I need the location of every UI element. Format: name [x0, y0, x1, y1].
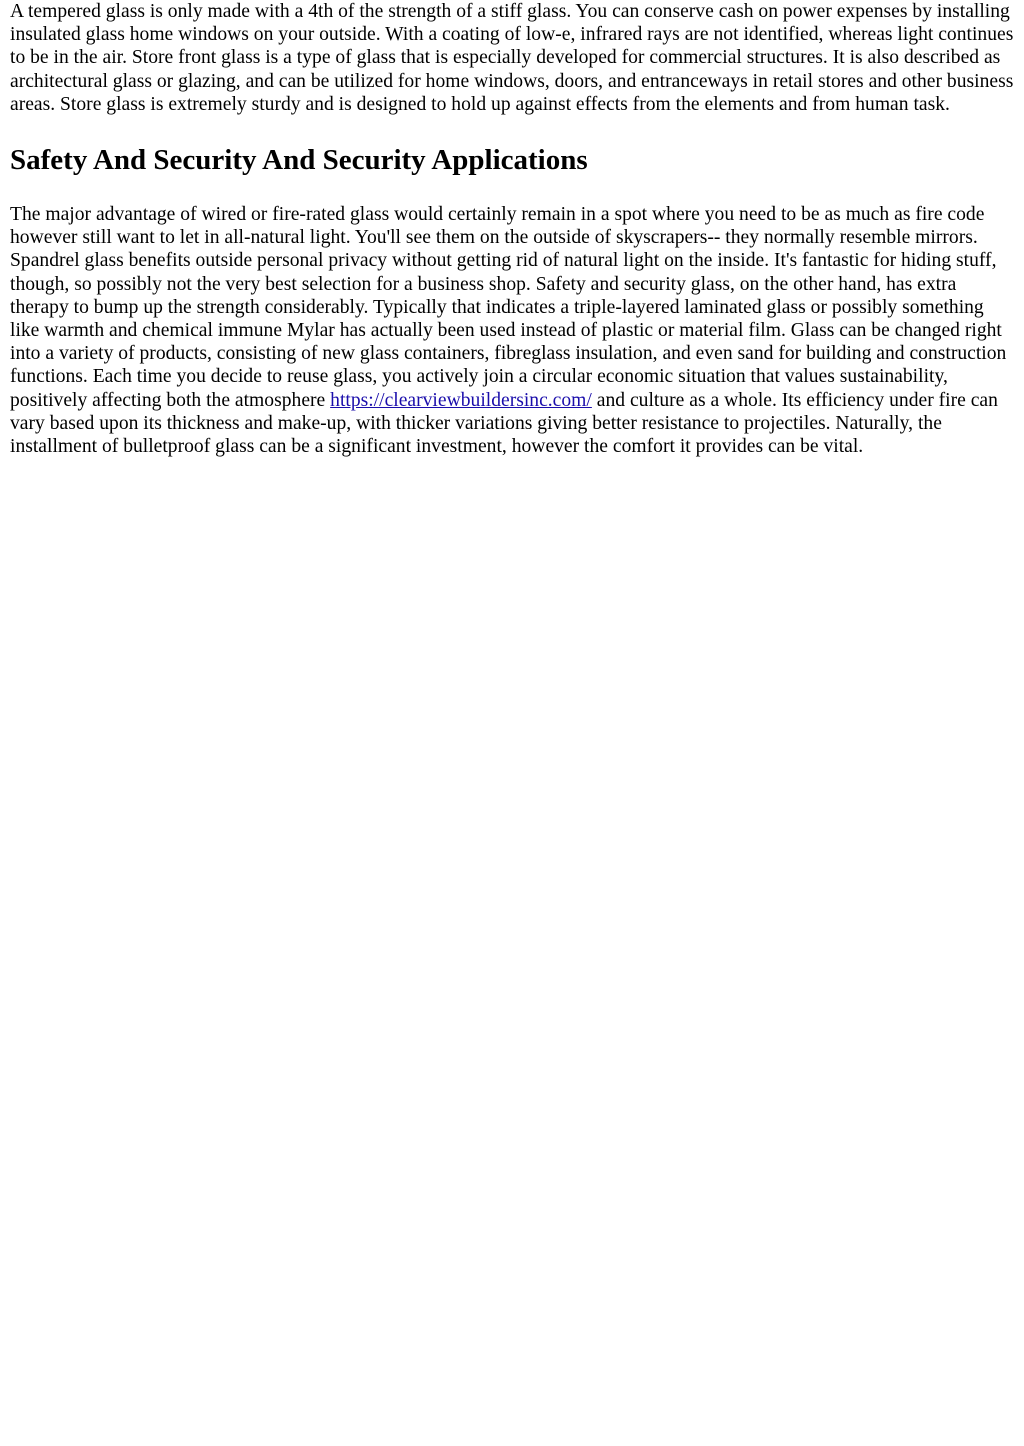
section-heading: Safety And Security And Security Applications [10, 144, 588, 177]
article-page [0, 0, 1024, 458]
clearview-builders-link[interactable]: https://clearviewbuildersinc.com/ [330, 389, 592, 411]
body-paragraph [10, 203, 1014, 458]
intro-paragraph: A tempered glass is only made with a 4th of the strength of a stiff glass. You can conserve cash on power expenses by installing insulated glass home windows on your outside. With a coating of low-e, infrared rays are not identified, whereas light continues to be in the air. Store front glass is a type of glass that is especially developed for commercial structures. It is also described as architectural glass or glazing, and can be utilized for home windows, doors, and entranceways in retail stores and other business areas. Store glass is extremely sturdy and is designed to hold up against effects from the elements and from human task. [10, 1, 1014, 115]
body-paragraph-text-before-link: The major advantage of wired or fire-rated glass would certainly remain in a spot where you need to be as much as fire code however still want to let in all-natural light. You'll see them on the outside of skyscrapers-- they normally resemble mirrors. Spandrel glass benefits outside personal privacy without getting rid of natural light on the inside. It's fantastic for hiding stuff, though, so possibly not the very best selection for a business shop. Safety and security glass, on the other hand, has extra therapy to bump up the strength considerably. Typically that indicates a triple-layered laminated glass or possibly something like warmth and chemical immune Mylar has actually been used instead of plastic or material film. Glass can be changed right into a variety of products, consisting of new glass containers, fibreglass insulation, and even sand for building and construction functions. Each time you decide to reuse glass, you actively join a circular economic situation that values sustainability, positively affecting both the atmosphere [10, 204, 1007, 411]
body-paragraph-text-after-link: and culture as a whole. Its efficiency under fire can vary based upon its thickness and make-up, with thicker variations giving better resistance to projectiles. Naturally, the installment of bulletproof glass can be a significant investment, however the comfort it provides can be vital. [10, 389, 998, 458]
